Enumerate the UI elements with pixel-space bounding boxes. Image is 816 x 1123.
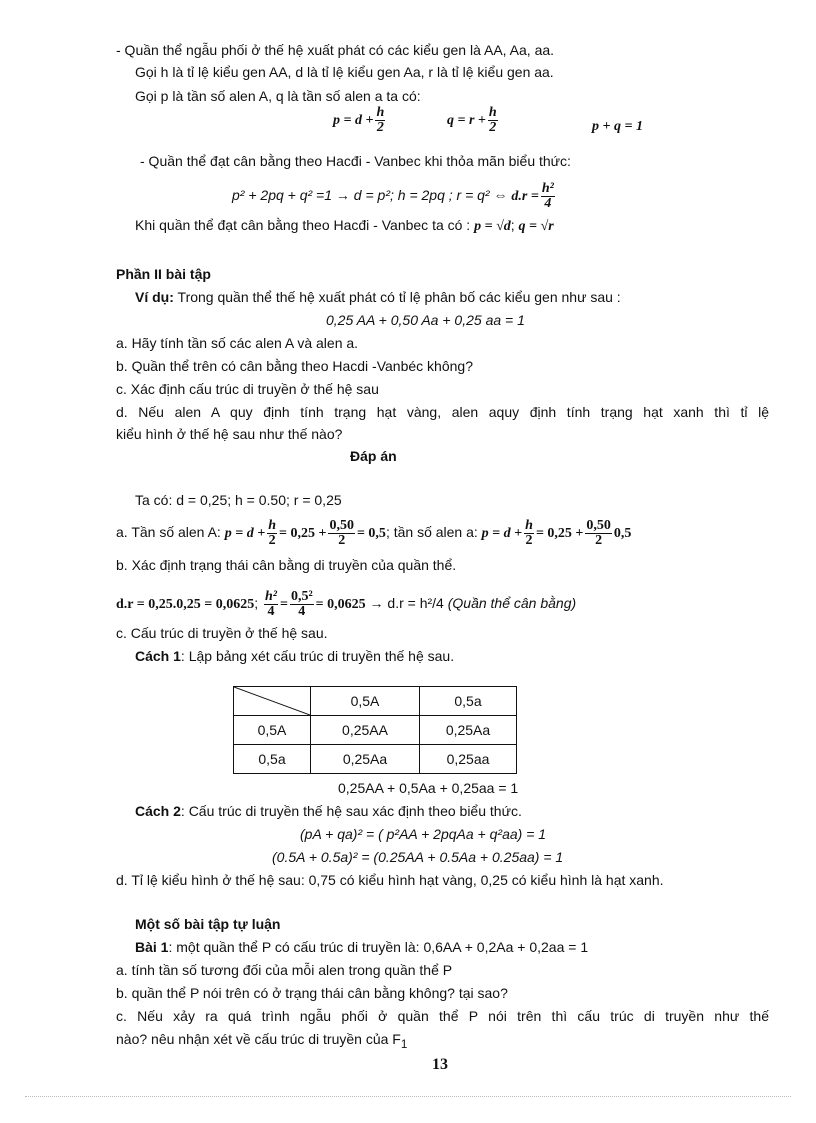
intro-line-6: Khi quần thể đạt cân bằng theo Hacđi - Vanbec ta có : p = √d; q = √r (135, 217, 554, 234)
intro-line-4: - Quần thể đạt cân bằng theo Hacđi - Vanbec khi thỏa mãn biểu thức: (140, 153, 571, 169)
exercise-1-b: b. quần thể P nói trên có ở trạng thái cân bằng không? tại sao? (116, 985, 508, 1001)
table-cell: 0,25aa (420, 745, 517, 774)
table-header-col-2: 0,5a (420, 687, 517, 716)
formula-sum: p + q = 1 (592, 119, 643, 134)
intro-line-5: p² + 2pq + q² =1 → d = p²; h = 2pq ; r = q² ⇔ d.r = $\frac{\text{h²}}{4}$ (232, 181, 554, 211)
question-d-line-1: d. Nếu alen A quy định tính trạng hạt vàng, alen aquy định tính trạng hạt xanh thì tỉ lệ (116, 404, 769, 420)
exercise-1-a: a. tính tần số tương đối của mỗi alen trong quần thể P (116, 962, 453, 978)
question-d-line-2: kiểu hình ở thế hệ sau như thế nào? (116, 426, 343, 442)
answer-a: a. Tần số alen A: p = d + $\frac{h}{2}$ = 0,25 + $\frac{0,50}{2}$ = 0,5; tần số alen a: p = d + $\frac{h}{2}$ = 0,25 + $\frac{0,50}{2}$ 0,5 (116, 518, 632, 548)
method-1-result: 0,25AA + 0,5Aa + 0,25aa = 1 (338, 780, 519, 796)
punnett-table (233, 686, 517, 774)
table-corner-cell (234, 687, 311, 716)
example-equation: 0,25 AA + 0,50 Aa + 0,25 aa = 1 (326, 312, 525, 328)
answer-given: Ta có: d = 0,25; h = 0.50; r = 0,25 (135, 492, 342, 508)
intro-line-1: - Quần thể ngẫu phối ở thế hệ xuất phát có các kiểu gen là AA, Aa, aa. (116, 42, 555, 58)
exercise-1-c-line-2: nào? nêu nhận xét về cấu trúc di truyền của $F_1$ (116, 1031, 408, 1051)
formula-q: q = r + $\frac{h}{2}$ (447, 105, 497, 135)
exercise-1-c-line-1: c. Nếu xảy ra quá trình ngẫu phối ở quần thể P nói trên thì cấu trúc di truyền như thế (116, 1008, 769, 1024)
table-row-header-1: 0,5A (234, 716, 311, 745)
page-bottom-border (25, 1096, 791, 1097)
table-cell: 0,25AA (311, 716, 420, 745)
exercises-heading: Một số bài tập tự luận (135, 916, 281, 932)
answer-b-text: b. Xác định trạng thái cân bằng di truyền của quần thể. (116, 557, 457, 573)
intro-line-2: Gọi h là tỉ lệ kiểu gen AA, d là tỉ lệ kiểu gen Aa, r là tỉ lệ kiểu gen aa. (135, 64, 554, 80)
method-2-eq-1: (pA + qa)² = ( p²AA + 2pqAa + q²aa) = 1 (300, 826, 547, 842)
question-b: b. Quần thể trên có cân bằng theo Hacdi -Vanbéc không? (116, 358, 473, 374)
table-row-header-2: 0,5a (234, 745, 311, 774)
question-c: c. Xác định cấu trúc di truyền ở thế hệ sau (116, 381, 379, 397)
page-number: 13 (432, 1056, 448, 1073)
answer-c-text: c. Cấu trúc di truyền ở thế hệ sau. (116, 625, 328, 641)
method-1: Cách 1: Lập bảng xét cấu trúc di truyền thế hệ sau. (135, 648, 455, 664)
part2-heading: Phần II bài tập (116, 266, 211, 282)
example-line: Ví dụ: Trong quần thể thế hệ xuất phát có tỉ lệ phân bố các kiểu gen như sau : (135, 289, 621, 305)
intro-line-3: Gọi p là tần số alen A, q là tần số alen a ta có: (135, 88, 421, 104)
answer-d: d. Tỉ lệ kiểu hình ở thế hệ sau: 0,75 có kiểu hình hạt vàng, 0,25 có kiểu hình là hạt xanh. (116, 872, 664, 888)
formula-p: p = d + $\frac{h}{2}$ (333, 105, 385, 135)
answer-heading: Đáp án (350, 448, 397, 464)
method-2-eq-2: (0.5A + 0.5a)² = (0.25AA + 0.5Aa + 0.25aa) = 1 (272, 849, 564, 865)
table-cell: 0,25Aa (311, 745, 420, 774)
question-a: a. Hãy tính tần số các alen A và alen a. (116, 335, 359, 351)
table-header-col-1: 0,5A (311, 687, 420, 716)
diagonal-line (234, 687, 310, 715)
method-2: Cách 2: Cấu trúc di truyền thế hệ sau xác định theo biểu thức. (135, 803, 522, 819)
answer-b-formula: d.r = 0,25.0,25 = 0,0625; $\frac{\text{h²}}{4}$ = $\frac{\text{0,5²}}{4}$ = 0,0625 → d.r = h²/4 (Quần thể cân bằng) (116, 589, 577, 619)
exercise-1: Bài 1: một quần thể P có cấu trúc di truyền là: 0,6AA + 0,2Aa + 0,2aa = 1 (135, 939, 589, 955)
table-cell: 0,25Aa (420, 716, 517, 745)
